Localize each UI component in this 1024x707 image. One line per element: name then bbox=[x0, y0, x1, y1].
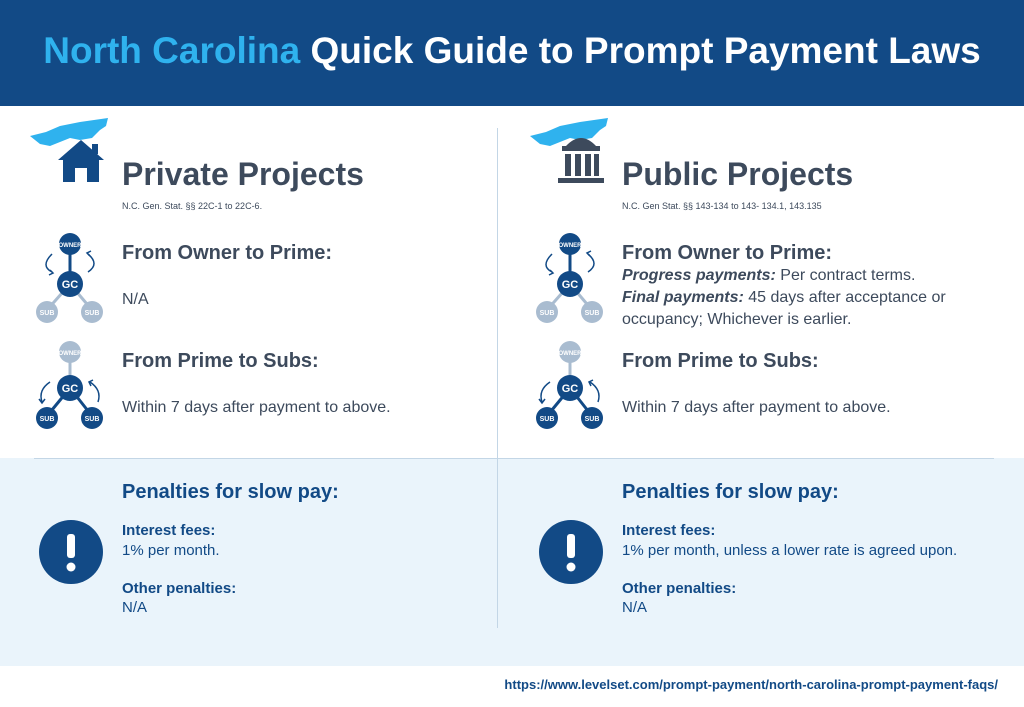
public-interest-value: 1% per month, unless a lower rate is agreed upon. bbox=[622, 542, 958, 559]
private-other-value: N/A bbox=[122, 599, 148, 616]
public-interest-label: Interest fees: bbox=[622, 522, 716, 539]
owner-node-label: OWNER bbox=[58, 243, 82, 249]
sub-node-label: SUB bbox=[84, 310, 100, 317]
sub-node-label: SUB bbox=[539, 310, 555, 317]
public-projects-column bbox=[500, 0, 990, 707]
gc-node-label: GC bbox=[61, 279, 79, 291]
gc-node-label: GC bbox=[561, 383, 579, 395]
owner-node-label: OWNER bbox=[58, 351, 82, 357]
private-statute: N.C. Gen. Stat. §§ 22C-1 to 22C-6. bbox=[122, 201, 263, 211]
sub-node-label: SUB bbox=[39, 416, 55, 423]
final-payments-text: 45 days after acceptance or occupancy; Whichever is earlier. bbox=[622, 289, 946, 328]
private-owner-to-prime-text: N/A bbox=[122, 291, 149, 308]
source-link[interactable]: https://www.levelset.com/prompt-payment/north-carolina-prompt-payment-faqs/ bbox=[504, 677, 998, 692]
sub-node-label: SUB bbox=[539, 416, 555, 423]
public-owner-to-prime-heading: From Owner to Prime: bbox=[622, 242, 833, 264]
page-title-state: North Carolina bbox=[43, 30, 301, 71]
sub-node-label: SUB bbox=[39, 310, 55, 317]
public-owner-to-prime-text bbox=[622, 265, 982, 331]
owner-node-label: OWNER bbox=[558, 351, 582, 357]
public-other-label: Other penalties: bbox=[622, 580, 737, 597]
private-interest-label: Interest fees: bbox=[122, 522, 216, 539]
public-prime-to-subs-heading: From Prime to Subs: bbox=[622, 350, 819, 372]
house-icon bbox=[30, 116, 116, 188]
public-prime-to-subs-text: Within 7 days after payment to above. bbox=[622, 399, 891, 416]
exclamation-icon bbox=[539, 520, 603, 584]
owner-to-prime-diagram bbox=[32, 232, 108, 324]
exclamation-icon bbox=[39, 520, 103, 584]
sub-node-label: SUB bbox=[84, 416, 100, 423]
public-title: Public Projects bbox=[622, 156, 854, 192]
private-prime-to-subs-heading: From Prime to Subs: bbox=[122, 350, 319, 372]
private-interest-value: 1% per month. bbox=[122, 542, 220, 559]
public-other-value: N/A bbox=[622, 599, 648, 616]
vertical-divider bbox=[497, 128, 498, 628]
gc-node-label: GC bbox=[561, 279, 579, 291]
prime-to-subs-diagram bbox=[32, 340, 108, 432]
private-penalties-heading: Penalties for slow pay: bbox=[122, 481, 339, 503]
prime-to-subs-diagram bbox=[532, 340, 608, 432]
government-building-icon bbox=[530, 116, 616, 188]
private-projects-column bbox=[0, 0, 490, 707]
gc-node-label: GC bbox=[61, 383, 79, 395]
owner-node-label: OWNER bbox=[558, 243, 582, 249]
private-prime-to-subs-text: Within 7 days after payment to above. bbox=[122, 399, 391, 416]
final-payments-label: Final payments: bbox=[622, 289, 744, 306]
owner-to-prime-diagram bbox=[532, 232, 608, 324]
private-owner-to-prime-heading: From Owner to Prime: bbox=[122, 242, 333, 264]
public-statute: N.C. Gen Stat. §§ 143-134 to 143- 134.1, 143.135 bbox=[622, 201, 822, 211]
sub-node-label: SUB bbox=[584, 310, 600, 317]
sub-node-label: SUB bbox=[584, 416, 600, 423]
progress-payments-label: Progress payments: bbox=[622, 267, 776, 284]
public-penalties-heading: Penalties for slow pay: bbox=[622, 481, 839, 503]
progress-payments-text: Per contract terms. bbox=[775, 267, 916, 284]
private-title: Private Projects bbox=[122, 156, 364, 192]
private-other-label: Other penalties: bbox=[122, 580, 237, 597]
page-title-rest: Quick Guide to Prompt Payment Laws bbox=[310, 30, 981, 71]
